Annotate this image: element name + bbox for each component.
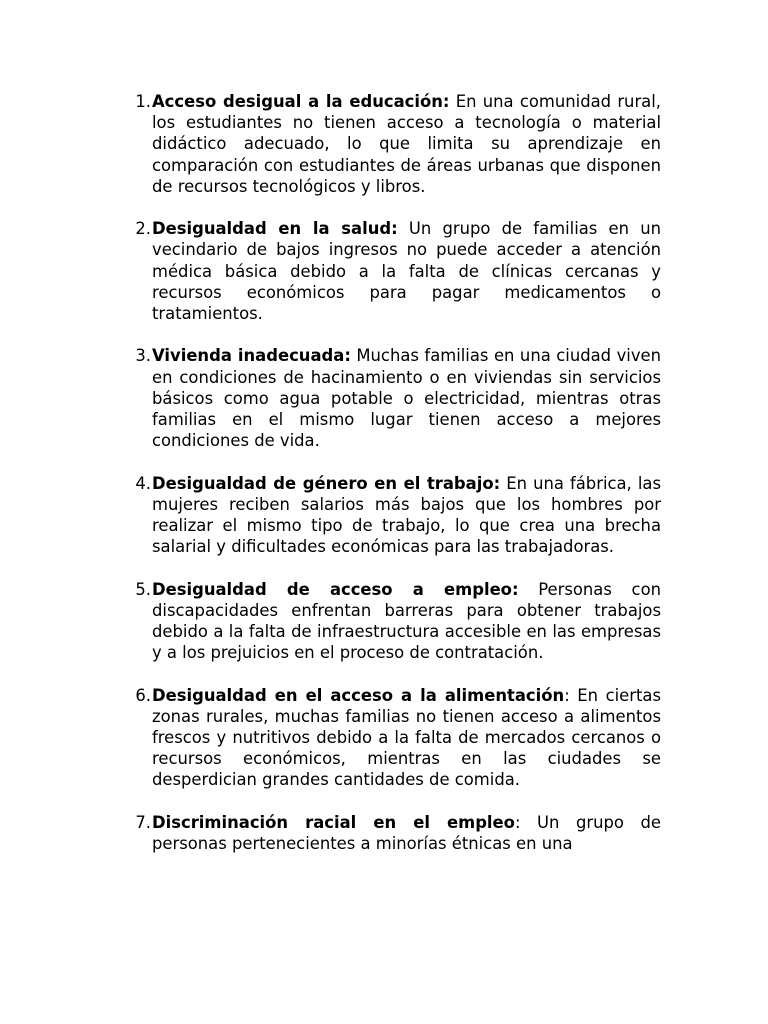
item-number: 6. (135, 685, 151, 705)
list-item (122, 579, 661, 664)
item-body: Un grupo de personas pertenecientes a minorías étnicas en una (152, 812, 662, 854)
item-text (152, 345, 661, 451)
item-heading: Desigualdad en la salud: (152, 219, 398, 239)
list-item (122, 218, 661, 324)
item-body: En una fábrica, las mujeres reciben salarios más bajos que los hombres por realizar el mismo tipo de trabajo, lo que crea una brecha salarial y dificultades económicas para las trabajadoras. (152, 473, 661, 557)
item-heading: Desigualdad en el acceso a la alimentación (152, 685, 565, 705)
item-text (152, 812, 661, 854)
list-item (122, 473, 661, 558)
item-heading: Desigualdad de acceso a empleo: (152, 579, 519, 599)
item-text (152, 685, 661, 791)
inequality-examples-list (122, 91, 661, 875)
item-text (152, 473, 661, 558)
item-number: 7. (135, 812, 151, 832)
list-item (122, 812, 661, 854)
item-number: 2. (135, 219, 151, 239)
item-body: En ciertas zonas rurales, muchas familias no tienen acceso a alimentos frescos y nutritivos debido a la falta de mercados cercanos o recursos económicos, mientras en las ciudades se desperdician grandes cantidades de comida. (152, 685, 661, 790)
item-number: 3. (135, 346, 151, 366)
item-number: 4. (135, 473, 151, 493)
item-body: Muchas familias en una ciudad viven en condiciones de hacinamiento o en viviendas sin servicios básicos como agua potable o electricidad, mientras otras familias en el mismo lugar tienen acceso a mejores condiciones de vida. (152, 346, 661, 451)
item-heading: Discriminación racial en el empleo (152, 812, 515, 832)
list-item (122, 91, 661, 197)
list-item (122, 685, 661, 791)
item-body: Un grupo de familias en un vecindario de bajos ingresos no puede acceder a atención médica básica debido a la falta de clínicas cercanas y recursos económicos para pagar medicamentos o tratamientos. (152, 219, 661, 324)
list-item (122, 345, 661, 451)
item-body: Personas con discapacidades enfrentan barreras para obtener trabajos debido a la falta de infraestructura accesible en las empresas y a los prejuicios en el proceso de contratación. (152, 579, 661, 663)
item-number: 1. (135, 92, 151, 111)
item-text (152, 218, 661, 324)
item-heading-suffix: : (564, 685, 570, 705)
item-text (152, 579, 661, 664)
item-body: En una comunidad rural, los estudiantes no tienen acceso a tecnología o material didáctico adecuado, lo que limita su aprendizaje en comparación con estudiantes de áreas urbanas que disponen de recursos tecnológicos y libros. (152, 92, 661, 196)
item-heading: Vivienda inadecuada: (152, 346, 351, 366)
item-heading: Desigualdad de género en el trabajo: (152, 473, 501, 493)
item-text (152, 91, 661, 197)
item-number: 5. (135, 579, 151, 599)
item-heading: Acceso desigual a la educación: (152, 92, 450, 111)
item-heading-suffix: : (514, 812, 521, 832)
